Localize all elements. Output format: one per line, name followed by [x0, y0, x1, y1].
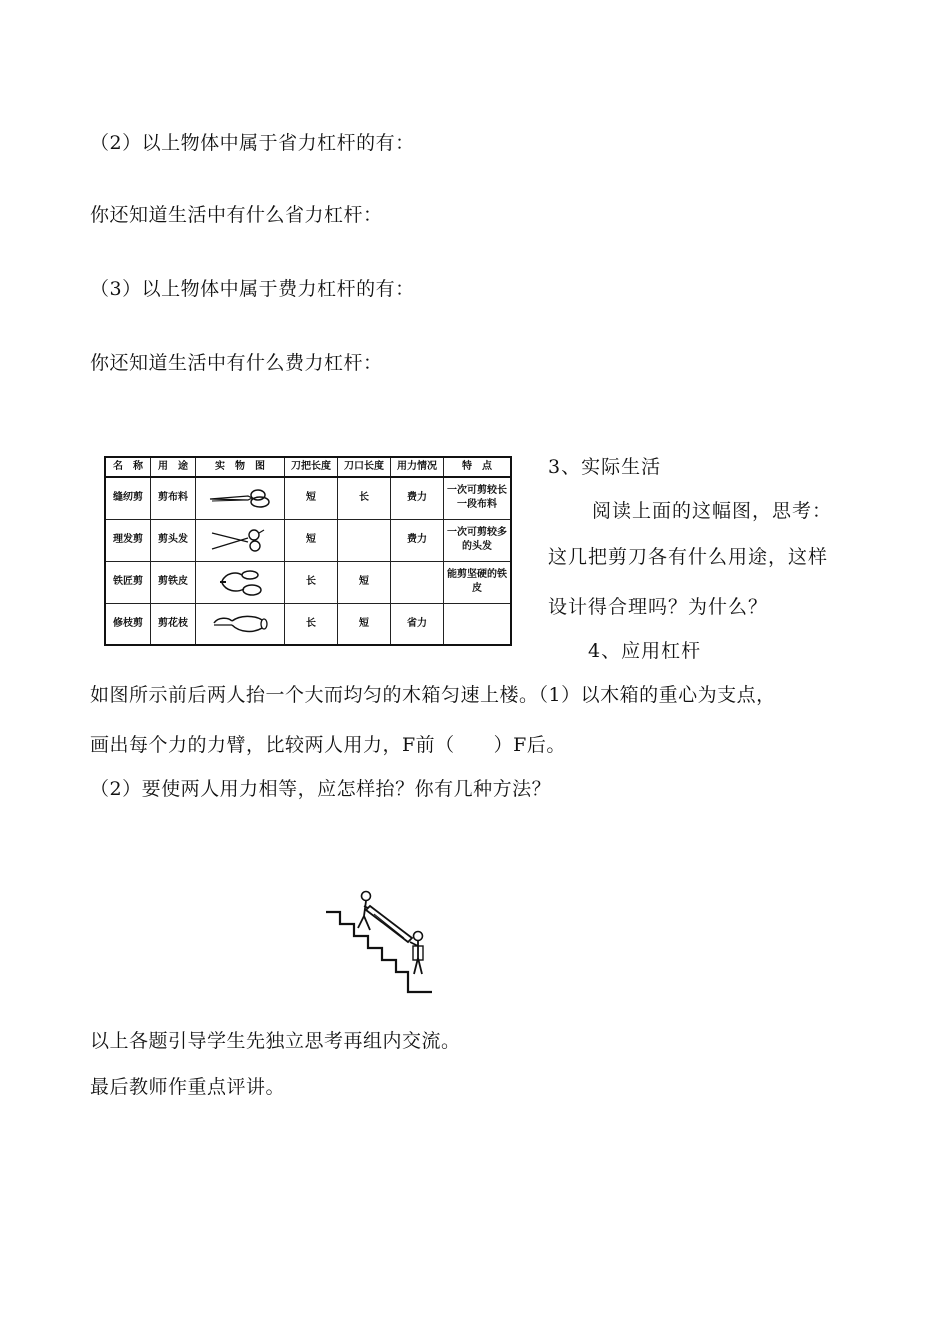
section-4-line-3: （2）要使两人用力相等，应怎样抬？你有几种方法？: [90, 778, 552, 800]
cell-blade-length: 短: [338, 561, 391, 603]
tailor-scissors-icon: [196, 477, 285, 519]
scissors-table: [104, 456, 512, 646]
stair-carrying-illustration: [322, 884, 434, 1000]
section-4-line-1: 如图所示前后两人抬一个大而均匀的木箱匀速上楼。（1）以木箱的重心为支点，: [90, 684, 776, 706]
section-3-line-1: 阅读上面的这幅图，思考：: [592, 500, 833, 522]
table-row: [105, 519, 511, 561]
cell-name: 缝纫剪: [105, 477, 151, 519]
cell-blade-length: [338, 519, 391, 561]
cell-feature: 一次可剪较长一段布料: [444, 477, 512, 519]
section-4-title: 4、应用杠杆: [588, 640, 702, 662]
col-header-blade-length: 刀口长度: [338, 457, 391, 477]
cell-use: 剪头发: [151, 519, 196, 561]
cell-name: 修枝剪: [105, 603, 151, 645]
section-3-line-2: 这几把剪刀各有什么用途，这样: [548, 546, 829, 568]
cell-force: 费力: [391, 519, 444, 561]
cell-use: 剪布料: [151, 477, 196, 519]
section-3-title: 3、实际生活: [548, 456, 662, 478]
section-4-line-2: 画出每个力的力臂，比较两人用力，F前（ ）F后。: [90, 734, 566, 756]
closing-line-1: 以上各题引导学生先独立思考再组内交流。: [90, 1030, 461, 1052]
table-row: [105, 477, 511, 519]
col-header-handle-length: 刀把长度: [285, 457, 338, 477]
cell-name: 理发剪: [105, 519, 151, 561]
closing-line-2: 最后教师作重点评讲。: [90, 1076, 286, 1098]
tin-snips-icon: [196, 561, 285, 603]
cell-handle-length: 短: [285, 519, 338, 561]
cell-blade-length: 短: [338, 603, 391, 645]
pruning-shears-icon: [196, 603, 285, 645]
cell-blade-length: 长: [338, 477, 391, 519]
hair-scissors-icon: [196, 519, 285, 561]
col-header-feature: 特 点: [444, 457, 512, 477]
cell-feature: 能剪坚硬的铁皮: [444, 561, 512, 603]
cell-force: 费力: [391, 477, 444, 519]
question-3-followup: 你还知道生活中有什么费力杠杆：: [90, 352, 383, 374]
table-header-row: [105, 457, 511, 477]
table-row: [105, 603, 511, 645]
cell-force: [391, 561, 444, 603]
cell-feature: [444, 603, 512, 645]
cell-handle-length: 长: [285, 561, 338, 603]
cell-name: 铁匠剪: [105, 561, 151, 603]
question-3: （3）以上物体中属于费力杠杆的有：: [90, 278, 415, 300]
col-header-use: 用 途: [151, 457, 196, 477]
table-row: [105, 561, 511, 603]
cell-handle-length: 长: [285, 603, 338, 645]
cell-use: 剪铁皮: [151, 561, 196, 603]
col-header-picture: 实 物 图: [196, 457, 285, 477]
cell-use: 剪花枝: [151, 603, 196, 645]
section-3-line-3: 设计得合理吗？为什么？: [548, 596, 769, 618]
col-header-name: 名 称: [105, 457, 151, 477]
question-2: （2）以上物体中属于省力杠杆的有：: [90, 132, 415, 154]
cell-handle-length: 短: [285, 477, 338, 519]
cell-force: 省力: [391, 603, 444, 645]
question-2-followup: 你还知道生活中有什么省力杠杆：: [90, 204, 383, 226]
cell-feature: 一次可剪较多的头发: [444, 519, 512, 561]
col-header-force: 用力情况: [391, 457, 444, 477]
